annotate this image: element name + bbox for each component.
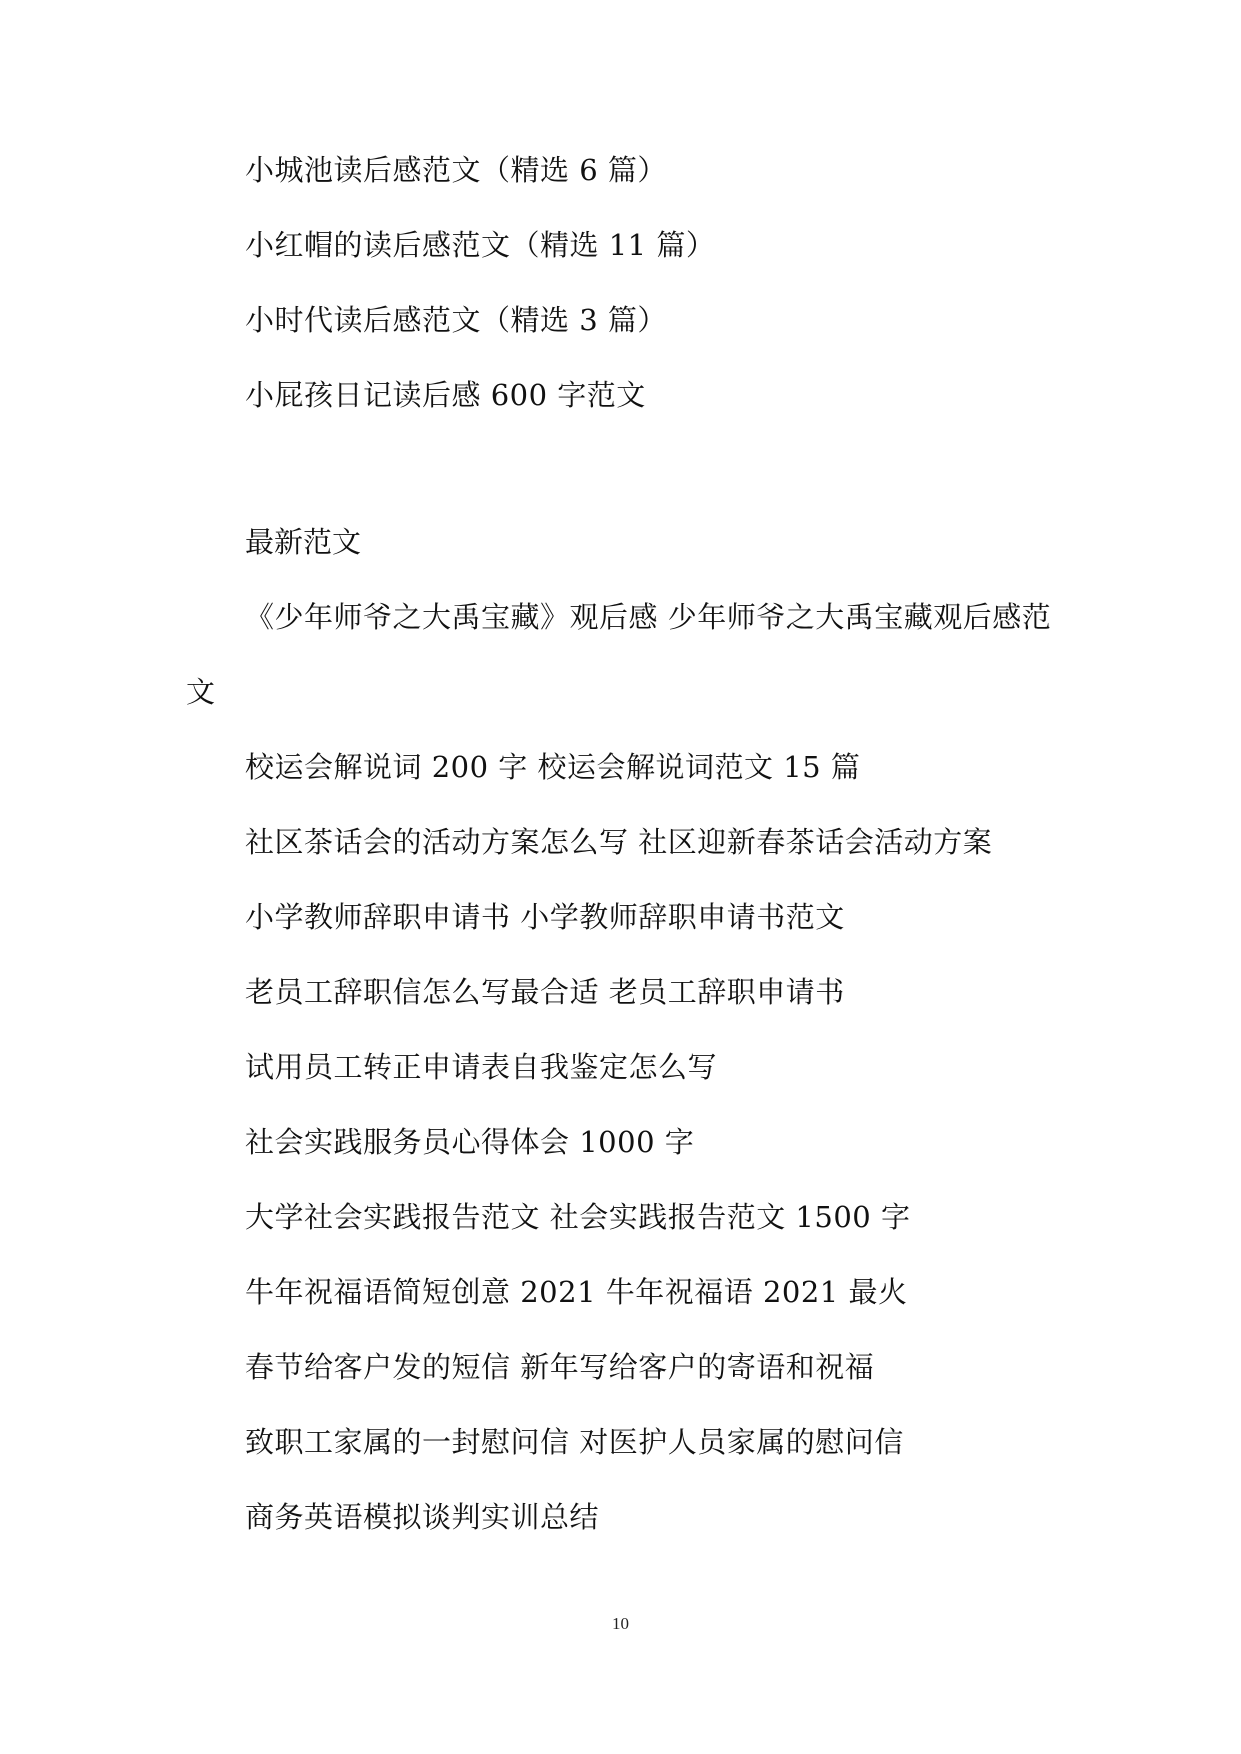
page-number: 10 (612, 1614, 629, 1633)
latest-item-6[interactable]: 试用员工转正申请表自我鉴定怎么写 (245, 1050, 718, 1084)
latest-item-4[interactable]: 小学教师辞职申请书 小学教师辞职申请书范文 (245, 900, 845, 934)
latest-item-10[interactable]: 春节给客户发的短信 新年写给客户的寄语和祝福 (245, 1350, 875, 1384)
latest-item-2[interactable]: 校运会解说词 200 字 校运会解说词范文 15 篇 (245, 750, 861, 784)
latest-item-12[interactable]: 商务英语模拟谈判实训总结 (245, 1500, 600, 1534)
latest-section-heading: 最新范文 (245, 525, 362, 559)
latest-item-9[interactable]: 牛年祝福语简短创意 2021 牛年祝福语 2021 最火 (245, 1275, 908, 1309)
latest-item-11[interactable]: 致职工家属的一封慰问信 对医护人员家属的慰问信 (245, 1425, 904, 1459)
latest-item-3[interactable]: 社区茶话会的活动方案怎么写 社区迎新春茶话会活动方案 (245, 825, 993, 859)
related-article-3[interactable]: 小时代读后感范文（精选 3 篇） (245, 303, 667, 337)
related-article-1[interactable]: 小城池读后感范文（精选 6 篇） (245, 153, 667, 187)
latest-item-1-line2[interactable]: 文 (186, 675, 216, 709)
related-article-4[interactable]: 小屁孩日记读后感 600 字范文 (245, 378, 646, 412)
latest-item-5[interactable]: 老员工辞职信怎么写最合适 老员工辞职申请书 (245, 975, 845, 1009)
related-article-2[interactable]: 小红帽的读后感范文（精选 11 篇） (245, 228, 716, 262)
latest-item-1-line1[interactable]: 《少年师爷之大禹宝藏》观后感 少年师爷之大禹宝藏观后感范 (245, 600, 1052, 634)
latest-item-7[interactable]: 社会实践服务员心得体会 1000 字 (245, 1125, 695, 1159)
latest-item-8[interactable]: 大学社会实践报告范文 社会实践报告范文 1500 字 (245, 1200, 911, 1234)
